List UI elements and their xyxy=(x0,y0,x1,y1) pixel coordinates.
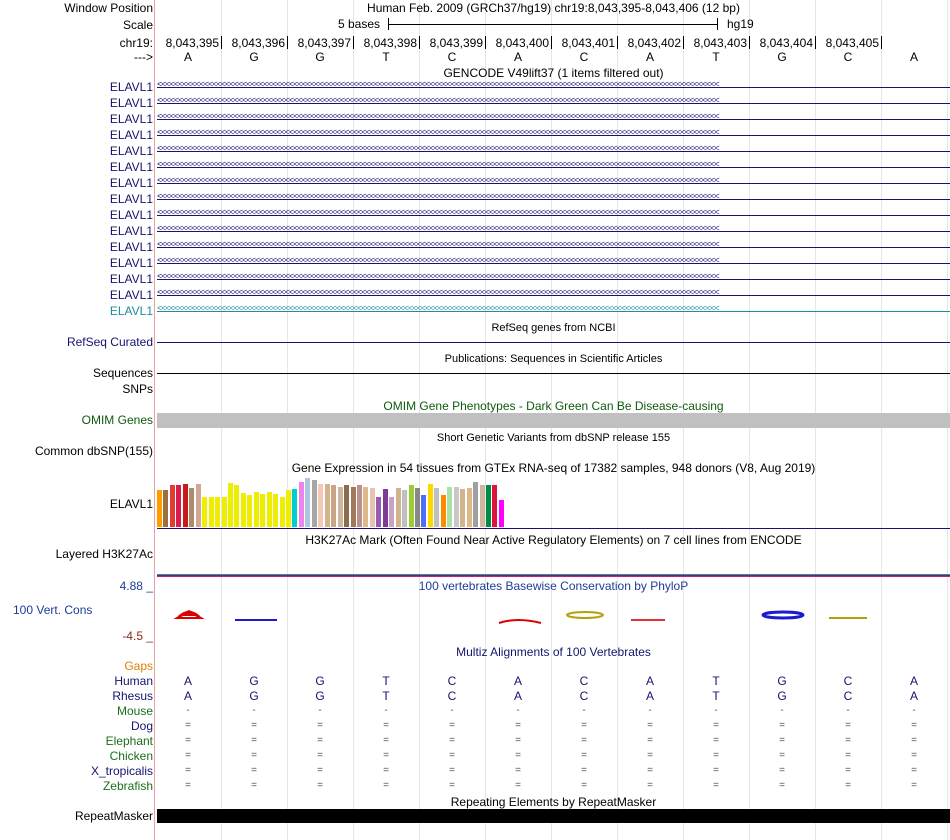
multiz-aligned-base: A xyxy=(513,689,522,703)
multiz-aligned-base: = xyxy=(251,735,257,746)
dbsnp-track-title[interactable]: Short Genetic Variants from dbSNP release 155 xyxy=(436,432,671,444)
multiz-aligned-base: = xyxy=(647,780,653,791)
window-position-label: Window Position xyxy=(64,1,153,15)
gtex-tissue-bar[interactable] xyxy=(183,484,188,527)
base-letter: G xyxy=(777,50,787,64)
gtex-tissue-bar[interactable] xyxy=(447,487,452,527)
multiz-aligned-base: - xyxy=(252,705,256,716)
multiz-aligned-base: = xyxy=(449,780,455,791)
base-letter: G xyxy=(315,50,325,64)
gtex-tissue-bar[interactable] xyxy=(241,493,246,527)
multiz-aligned-base: = xyxy=(317,750,323,761)
strand-arrows: <<<<<<<<<<<<<<<<<<<<<<<<<<<<<<<<<<<<<<<<<<<<<<<<<<<<<<<<<<<<<<<<<<<<<<<<<<<<<<<<<<<<<<<<<<<<<<<<<<<<<<<<<<<<<<<<<<<<<<<<<<<<<<<<<<<< xyxy=(157,305,719,313)
refseq-track-title[interactable]: RefSeq genes from NCBI xyxy=(491,322,616,334)
gtex-tissue-bar[interactable] xyxy=(441,495,446,527)
multiz-aligned-base: = xyxy=(251,780,257,791)
coordinate-tick xyxy=(815,36,816,49)
strand-arrows: <<<<<<<<<<<<<<<<<<<<<<<<<<<<<<<<<<<<<<<<<<<<<<<<<<<<<<<<<<<<<<<<<<<<<<<<<<<<<<<<<<<<<<<<<<<<<<<<<<<<<<<<<<<<<<<<<<<<<<<<<<<<<<<<<<<< xyxy=(157,273,719,281)
multiz-species-label[interactable]: Mouse xyxy=(116,704,153,718)
gtex-tissue-bar[interactable] xyxy=(415,488,420,527)
multiz-aligned-base: - xyxy=(912,705,916,716)
coordinate-tick xyxy=(485,36,486,49)
gencode-gene-label[interactable]: ELAVL1 xyxy=(109,224,153,238)
multiz-aligned-base: C xyxy=(579,689,589,703)
gtex-tissue-bar[interactable] xyxy=(467,488,472,527)
gencode-gene-label[interactable]: ELAVL1 xyxy=(109,208,153,222)
multiz-aligned-base: = xyxy=(317,765,323,776)
multiz-aligned-base: = xyxy=(383,735,389,746)
coordinate-tick xyxy=(551,36,552,49)
gtex-tissue-bar[interactable] xyxy=(196,484,201,527)
repeatmasker-label[interactable]: RepeatMasker xyxy=(74,809,153,823)
multiz-aligned-base: C xyxy=(843,689,853,703)
gencode-gene-label[interactable]: ELAVL1 xyxy=(109,192,153,206)
multiz-aligned-base: A xyxy=(645,689,654,703)
gtex-tissue-bar[interactable] xyxy=(209,497,214,527)
gtex-tissue-bar[interactable] xyxy=(202,497,207,527)
phylop-letter-c xyxy=(567,612,603,618)
gencode-gene-label[interactable]: ELAVL1 xyxy=(109,240,153,254)
coordinate-label: 8,043,402 xyxy=(627,36,681,50)
gtex-tissue-bar[interactable] xyxy=(305,478,310,527)
multiz-aligned-base: = xyxy=(845,735,851,746)
multiz-aligned-base: = xyxy=(317,735,323,746)
base-letter: C xyxy=(843,50,853,64)
coordinate-tick xyxy=(881,36,882,49)
multiz-aligned-base: = xyxy=(779,750,785,761)
multiz-aligned-base: A xyxy=(183,689,192,703)
gencode-gene-label[interactable]: ELAVL1 xyxy=(109,112,153,126)
multiz-aligned-base: = xyxy=(647,735,653,746)
multiz-aligned-base: - xyxy=(384,705,388,716)
multiz-aligned-base: = xyxy=(713,780,719,791)
gtex-tissue-bar[interactable] xyxy=(267,492,272,527)
multiz-aligned-base: = xyxy=(911,720,917,731)
multiz-aligned-base: = xyxy=(647,720,653,731)
gencode-gene-feature[interactable] xyxy=(157,241,950,253)
multiz-aligned-base: G xyxy=(315,674,325,688)
sequences-label[interactable]: Sequences xyxy=(92,366,153,380)
gtex-tissue-bar[interactable] xyxy=(486,485,491,527)
coordinate-label: 8,043,403 xyxy=(693,36,747,50)
multiz-aligned-base: = xyxy=(449,720,455,731)
h3k27ac-line-c xyxy=(157,576,950,577)
multiz-aligned-base: G xyxy=(777,674,787,688)
h3k27ac-track-title[interactable]: H3K27Ac Mark (Often Found Near Active Regulatory Elements) on 7 cell lines from ENCODE xyxy=(305,533,802,547)
scale-bar xyxy=(388,18,718,30)
gtex-tissue-bar[interactable] xyxy=(357,485,362,527)
multiz-aligned-base: = xyxy=(317,780,323,791)
base-letter: C xyxy=(447,50,457,64)
coordinate-label: 8,043,399 xyxy=(429,36,483,50)
multiz-species-label[interactable]: X_tropicalis xyxy=(90,764,153,778)
multiz-species-label[interactable]: Elephant xyxy=(105,734,153,748)
multiz-aligned-base: = xyxy=(845,750,851,761)
phylop-letter-g2 xyxy=(763,612,803,618)
position-text: Human Feb. 2009 (GRCh37/hg19) chr19:8,043,395-8,043,406 (12 bp) xyxy=(367,1,740,15)
refseq-line xyxy=(157,342,950,343)
multiz-aligned-base: = xyxy=(449,765,455,776)
gencode-gene-feature[interactable] xyxy=(157,273,950,285)
gtex-tissue-bar[interactable] xyxy=(499,500,504,527)
coordinate-label: 8,043,405 xyxy=(825,36,879,50)
chrom-label: chr19: xyxy=(119,36,153,50)
multiz-aligned-base: - xyxy=(780,705,784,716)
multiz-aligned-base: A xyxy=(909,689,918,703)
gtex-tissue-bar[interactable] xyxy=(280,497,285,527)
coordinate-label: 8,043,397 xyxy=(297,36,351,50)
multiz-aligned-base: = xyxy=(185,780,191,791)
multiz-aligned-base: A xyxy=(513,674,522,688)
multiz-aligned-base: = xyxy=(911,735,917,746)
multiz-aligned-base: = xyxy=(317,720,323,731)
multiz-aligned-base: = xyxy=(911,780,917,791)
gtex-tissue-bar[interactable] xyxy=(234,485,239,527)
coordinate-label: 8,043,404 xyxy=(759,36,813,50)
strand-arrows: <<<<<<<<<<<<<<<<<<<<<<<<<<<<<<<<<<<<<<<<<<<<<<<<<<<<<<<<<<<<<<<<<<<<<<<<<<<<<<<<<<<<<<<<<<<<<<<<<<<<<<<<<<<<<<<<<<<<<<<<<<<<<<<<<<<< xyxy=(157,113,719,121)
gencode-gene-feature[interactable] xyxy=(157,97,950,109)
multiz-aligned-base: - xyxy=(582,705,586,716)
multiz-species-label[interactable]: Human xyxy=(114,674,153,688)
gtex-bar-chart[interactable] xyxy=(157,478,537,527)
gencode-gene-feature[interactable] xyxy=(157,177,950,189)
multiz-aligned-base: = xyxy=(845,720,851,731)
publications-line xyxy=(157,373,950,374)
gtex-tissue-bar[interactable] xyxy=(351,487,356,527)
multiz-aligned-base: = xyxy=(911,765,917,776)
base-letter: A xyxy=(183,50,192,64)
multiz-species-label[interactable]: Zebrafish xyxy=(102,779,153,793)
publications-track-title[interactable]: Publications: Sequences in Scientific Articles xyxy=(444,353,663,365)
gtex-tissue-bar[interactable] xyxy=(396,488,401,527)
gtex-tissue-bar[interactable] xyxy=(428,484,433,527)
layered-h3k27ac-label[interactable]: Layered H3K27Ac xyxy=(55,547,153,561)
gencode-gene-label[interactable]: ELAVL1 xyxy=(109,128,153,142)
gencode-gene-label[interactable]: ELAVL1 xyxy=(109,304,153,318)
gtex-track-title[interactable]: Gene Expression in 54 tissues from GTEx RNA-seq of 17382 samples, 948 donors (V8, Aug 2019) xyxy=(291,461,816,475)
gtex-track-baseline xyxy=(157,528,950,529)
gtex-tissue-bar[interactable] xyxy=(325,484,330,527)
gtex-tissue-bar[interactable] xyxy=(286,490,291,527)
coordinate-tick xyxy=(353,36,354,49)
multiz-track-title[interactable]: Multiz Alignments of 100 Vertebrates xyxy=(456,645,651,659)
gtex-tissue-bar[interactable] xyxy=(189,488,194,527)
multiz-aligned-base: = xyxy=(185,720,191,731)
multiz-aligned-base: C xyxy=(447,689,457,703)
multiz-species-label[interactable]: Chicken xyxy=(109,749,153,763)
gencode-gene-feature[interactable] xyxy=(157,257,950,269)
multiz-aligned-base: = xyxy=(251,750,257,761)
strand-arrows: <<<<<<<<<<<<<<<<<<<<<<<<<<<<<<<<<<<<<<<<<<<<<<<<<<<<<<<<<<<<<<<<<<<<<<<<<<<<<<<<<<<<<<<<<<<<<<<<<<<<<<<<<<<<<<<<<<<<<<<<<<<<<<<<<<<< xyxy=(157,193,719,201)
phylop-logo xyxy=(157,605,950,627)
multiz-aligned-base: = xyxy=(581,735,587,746)
gtex-tissue-bar[interactable] xyxy=(338,487,343,527)
gtex-tissue-bar[interactable] xyxy=(299,482,304,527)
strand-arrows: <<<<<<<<<<<<<<<<<<<<<<<<<<<<<<<<<<<<<<<<<<<<<<<<<<<<<<<<<<<<<<<<<<<<<<<<<<<<<<<<<<<<<<<<<<<<<<<<<<<<<<<<<<<<<<<<<<<<<<<<<<<<<<<<<<<< xyxy=(157,129,719,137)
gtex-tissue-bar[interactable] xyxy=(370,488,375,527)
gtex-tissue-bar[interactable] xyxy=(492,485,497,527)
coordinate-label: 8,043,396 xyxy=(231,36,285,50)
gtex-tissue-bar[interactable] xyxy=(157,490,162,527)
gtex-tissue-bar[interactable] xyxy=(312,480,317,527)
multiz-aligned-base: T xyxy=(712,689,720,703)
gencode-gene-label[interactable]: ELAVL1 xyxy=(109,288,153,302)
multiz-aligned-base: - xyxy=(450,705,454,716)
label-separator xyxy=(154,0,155,840)
multiz-aligned-base: = xyxy=(713,735,719,746)
gencode-gene-label[interactable]: ELAVL1 xyxy=(109,144,153,158)
gtex-tissue-bar[interactable] xyxy=(454,487,459,527)
gtex-tissue-bar[interactable] xyxy=(254,492,259,527)
base-letter: C xyxy=(579,50,589,64)
coordinate-label: 8,043,401 xyxy=(561,36,615,50)
gtex-tissue-bar[interactable] xyxy=(402,490,407,527)
multiz-aligned-base: - xyxy=(846,705,850,716)
refseq-curated-label[interactable]: RefSeq Curated xyxy=(66,335,153,349)
multiz-aligned-base: T xyxy=(382,674,390,688)
gtex-tissue-bar[interactable] xyxy=(292,489,297,527)
strand-arrows: <<<<<<<<<<<<<<<<<<<<<<<<<<<<<<<<<<<<<<<<<<<<<<<<<<<<<<<<<<<<<<<<<<<<<<<<<<<<<<<<<<<<<<<<<<<<<<<<<<<<<<<<<<<<<<<<<<<<<<<<<<<<<<<<<<<< xyxy=(157,209,719,217)
gtex-tissue-bar[interactable] xyxy=(331,485,336,527)
multiz-aligned-base: A xyxy=(645,674,654,688)
multiz-aligned-base: = xyxy=(713,750,719,761)
gencode-gene-label[interactable]: ELAVL1 xyxy=(109,160,153,174)
base-letter: T xyxy=(712,50,720,64)
base-letter: A xyxy=(513,50,522,64)
strand-arrows: <<<<<<<<<<<<<<<<<<<<<<<<<<<<<<<<<<<<<<<<<<<<<<<<<<<<<<<<<<<<<<<<<<<<<<<<<<<<<<<<<<<<<<<<<<<<<<<<<<<<<<<<<<<<<<<<<<<<<<<<<<<<<<<<<<<< xyxy=(157,225,719,233)
coordinate-tick xyxy=(221,36,222,49)
phylop-letter-a xyxy=(177,611,201,618)
multiz-aligned-base: = xyxy=(383,780,389,791)
gtex-tissue-bar[interactable] xyxy=(215,497,220,527)
gtex-tissue-bar[interactable] xyxy=(247,495,252,527)
multiz-aligned-base: = xyxy=(647,765,653,776)
multiz-aligned-base: = xyxy=(779,780,785,791)
multiz-aligned-base: = xyxy=(845,765,851,776)
phylop-label[interactable]: 100 Vert. Cons xyxy=(13,603,93,617)
multiz-aligned-base: = xyxy=(647,750,653,761)
phylop-letter-a2 xyxy=(499,620,541,623)
coordinate-label: 8,043,395 xyxy=(165,36,219,50)
multiz-aligned-base: = xyxy=(779,720,785,731)
coordinate-tick xyxy=(617,36,618,49)
phylop-min-label: -4.5 _ xyxy=(122,629,153,643)
gencode-gene-feature[interactable] xyxy=(157,113,950,125)
multiz-aligned-base: - xyxy=(516,705,520,716)
gtex-tissue-bar[interactable] xyxy=(383,489,388,527)
coordinate-label: 8,043,400 xyxy=(495,36,549,50)
repeatmasker-feature-bar[interactable] xyxy=(157,809,950,823)
multiz-aligned-base: A xyxy=(183,674,192,688)
gencode-gene-feature[interactable] xyxy=(157,225,950,237)
scale-assembly: hg19 xyxy=(727,17,754,31)
gencode-gene-label[interactable]: ELAVL1 xyxy=(109,272,153,286)
gencode-gene-feature[interactable] xyxy=(157,193,950,205)
gtex-gene-label[interactable]: ELAVL1 xyxy=(109,497,153,511)
multiz-aligned-base: = xyxy=(383,750,389,761)
gtex-tissue-bar[interactable] xyxy=(176,485,181,527)
strand-arrows: <<<<<<<<<<<<<<<<<<<<<<<<<<<<<<<<<<<<<<<<<<<<<<<<<<<<<<<<<<<<<<<<<<<<<<<<<<<<<<<<<<<<<<<<<<<<<<<<<<<<<<<<<<<<<<<<<<<<<<<<<<<<<<<<<<<< xyxy=(157,289,719,297)
multiz-aligned-base: = xyxy=(515,765,521,776)
multiz-aligned-base: G xyxy=(249,689,259,703)
strand-arrows: <<<<<<<<<<<<<<<<<<<<<<<<<<<<<<<<<<<<<<<<<<<<<<<<<<<<<<<<<<<<<<<<<<<<<<<<<<<<<<<<<<<<<<<<<<<<<<<<<<<<<<<<<<<<<<<<<<<<<<<<<<<<<<<<<<<< xyxy=(157,241,719,249)
gtex-tissue-bar[interactable] xyxy=(363,487,368,527)
gaps-label[interactable]: Gaps xyxy=(124,659,153,673)
scale-text: 5 bases xyxy=(338,17,381,31)
strand-arrows: <<<<<<<<<<<<<<<<<<<<<<<<<<<<<<<<<<<<<<<<<<<<<<<<<<<<<<<<<<<<<<<<<<<<<<<<<<<<<<<<<<<<<<<<<<<<<<<<<<<<<<<<<<<<<<<<<<<<<<<<<<<<<<<<<<<< xyxy=(157,257,719,265)
multiz-aligned-base: = xyxy=(713,765,719,776)
base-letter: G xyxy=(249,50,259,64)
omim-track-title[interactable]: OMIM Gene Phenotypes - Dark Green Can Be Disease-causing xyxy=(383,399,724,413)
multiz-aligned-base: - xyxy=(714,705,718,716)
multiz-aligned-base: = xyxy=(581,780,587,791)
phylop-max-label: 4.88 _ xyxy=(119,579,153,593)
multiz-aligned-base: G xyxy=(315,689,325,703)
gtex-tissue-bar[interactable] xyxy=(344,485,349,527)
multiz-aligned-base: T xyxy=(382,689,390,703)
gtex-tissue-bar[interactable] xyxy=(318,484,323,527)
gtex-tissue-bar[interactable] xyxy=(389,497,394,527)
gencode-track-title[interactable]: GENCODE V49lift37 (1 items filtered out) xyxy=(443,66,664,80)
multiz-aligned-base: = xyxy=(515,780,521,791)
strand-arrows: <<<<<<<<<<<<<<<<<<<<<<<<<<<<<<<<<<<<<<<<<<<<<<<<<<<<<<<<<<<<<<<<<<<<<<<<<<<<<<<<<<<<<<<<<<<<<<<<<<<<<<<<<<<<<<<<<<<<<<<<<<<<<<<<<<<< xyxy=(157,81,719,89)
gtex-tissue-bar[interactable] xyxy=(434,488,439,527)
multiz-species-label[interactable]: Dog xyxy=(130,719,153,733)
multiz-aligned-base: = xyxy=(581,720,587,731)
multiz-aligned-base: G xyxy=(249,674,259,688)
coordinate-tick xyxy=(287,36,288,49)
multiz-aligned-base: = xyxy=(185,735,191,746)
gtex-tissue-bar[interactable] xyxy=(163,490,168,527)
gtex-tissue-bar[interactable] xyxy=(409,485,414,527)
gencode-gene-label[interactable]: ELAVL1 xyxy=(109,256,153,270)
base-letter: A xyxy=(909,50,918,64)
multiz-aligned-base: = xyxy=(779,765,785,776)
strand-arrows: <<<<<<<<<<<<<<<<<<<<<<<<<<<<<<<<<<<<<<<<<<<<<<<<<<<<<<<<<<<<<<<<<<<<<<<<<<<<<<<<<<<<<<<<<<<<<<<<<<<<<<<<<<<<<<<<<<<<<<<<<<<<<<<<<<<< xyxy=(157,177,719,185)
gtex-tissue-bar[interactable] xyxy=(170,485,175,527)
multiz-aligned-base: - xyxy=(318,705,322,716)
base-letter: A xyxy=(645,50,654,64)
multiz-aligned-base: C xyxy=(579,674,589,688)
gtex-tissue-bar[interactable] xyxy=(460,489,465,527)
multiz-aligned-base: = xyxy=(911,750,917,761)
multiz-aligned-base: - xyxy=(648,705,652,716)
strand-arrows: <<<<<<<<<<<<<<<<<<<<<<<<<<<<<<<<<<<<<<<<<<<<<<<<<<<<<<<<<<<<<<<<<<<<<<<<<<<<<<<<<<<<<<<<<<<<<<<<<<<<<<<<<<<<<<<<<<<<<<<<<<<<<<<<<<<< xyxy=(157,97,719,105)
coordinate-label: 8,043,398 xyxy=(363,36,417,50)
gtex-tissue-bar[interactable] xyxy=(473,482,478,527)
gencode-gene-feature[interactable] xyxy=(157,289,950,301)
phylop-track-title[interactable]: 100 vertebrates Basewise Conservation by PhyloP xyxy=(418,579,689,593)
base-letter: T xyxy=(382,50,390,64)
multiz-aligned-base: = xyxy=(515,750,521,761)
gencode-gene-feature[interactable] xyxy=(157,305,950,317)
multiz-aligned-base: = xyxy=(581,765,587,776)
multiz-aligned-base: = xyxy=(251,720,257,731)
gtex-tissue-bar[interactable] xyxy=(228,483,233,527)
multiz-aligned-base: = xyxy=(185,765,191,776)
gtex-tissue-bar[interactable] xyxy=(273,494,278,527)
multiz-aligned-base: = xyxy=(779,735,785,746)
repeatmasker-track-title[interactable]: Repeating Elements by RepeatMasker xyxy=(450,795,657,809)
multiz-aligned-base: G xyxy=(777,689,787,703)
multiz-aligned-base: = xyxy=(515,720,521,731)
gtex-tissue-bar[interactable] xyxy=(421,495,426,527)
coordinate-tick xyxy=(749,36,750,49)
multiz-aligned-base: C xyxy=(843,674,853,688)
multiz-aligned-base: = xyxy=(251,765,257,776)
multiz-aligned-base: C xyxy=(447,674,457,688)
multiz-aligned-base: = xyxy=(449,750,455,761)
multiz-aligned-base: = xyxy=(449,735,455,746)
gencode-gene-label[interactable]: ELAVL1 xyxy=(109,176,153,190)
multiz-aligned-base: = xyxy=(845,780,851,791)
strand-arrows: <<<<<<<<<<<<<<<<<<<<<<<<<<<<<<<<<<<<<<<<<<<<<<<<<<<<<<<<<<<<<<<<<<<<<<<<<<<<<<<<<<<<<<<<<<<<<<<<<<<<<<<<<<<<<<<<<<<<<<<<<<<<<<<<<<<< xyxy=(157,161,719,169)
scale-label: Scale xyxy=(122,18,153,32)
multiz-aligned-base: = xyxy=(185,750,191,761)
gtex-tissue-bar[interactable] xyxy=(376,497,381,527)
multiz-aligned-base: = xyxy=(383,720,389,731)
gencode-gene-feature[interactable] xyxy=(157,209,950,221)
multiz-aligned-base: T xyxy=(712,674,720,688)
multiz-species-label[interactable]: Rhesus xyxy=(112,689,153,703)
multiz-aligned-base: = xyxy=(515,735,521,746)
multiz-aligned-base: = xyxy=(581,750,587,761)
multiz-aligned-base: - xyxy=(186,705,190,716)
strand-arrows: <<<<<<<<<<<<<<<<<<<<<<<<<<<<<<<<<<<<<<<<<<<<<<<<<<<<<<<<<<<<<<<<<<<<<<<<<<<<<<<<<<<<<<<<<<<<<<<<<<<<<<<<<<<<<<<<<<<<<<<<<<<<<<<<<<<< xyxy=(157,145,719,153)
common-dbsnp-label[interactable]: Common dbSNP(155) xyxy=(34,444,153,458)
gtex-tissue-bar[interactable] xyxy=(222,497,227,527)
gtex-tissue-bar[interactable] xyxy=(260,494,265,527)
gencode-gene-feature[interactable] xyxy=(157,129,950,141)
multiz-aligned-base: A xyxy=(909,674,918,688)
omim-genes-label[interactable]: OMIM Genes xyxy=(81,413,153,427)
multiz-aligned-base: = xyxy=(383,765,389,776)
gencode-gene-feature[interactable] xyxy=(157,145,950,157)
gencode-gene-label[interactable]: ELAVL1 xyxy=(109,96,153,110)
strand-arrow-label: ---> xyxy=(134,50,153,64)
coordinate-tick xyxy=(683,36,684,49)
coordinate-tick xyxy=(419,36,420,49)
gencode-gene-feature[interactable] xyxy=(157,81,950,93)
gencode-gene-feature[interactable] xyxy=(157,161,950,173)
multiz-aligned-base: = xyxy=(713,720,719,731)
snps-label[interactable]: SNPs xyxy=(122,382,153,396)
gtex-tissue-bar[interactable] xyxy=(480,485,485,527)
gencode-gene-label[interactable]: ELAVL1 xyxy=(109,80,153,94)
omim-feature-bar[interactable] xyxy=(157,413,950,428)
